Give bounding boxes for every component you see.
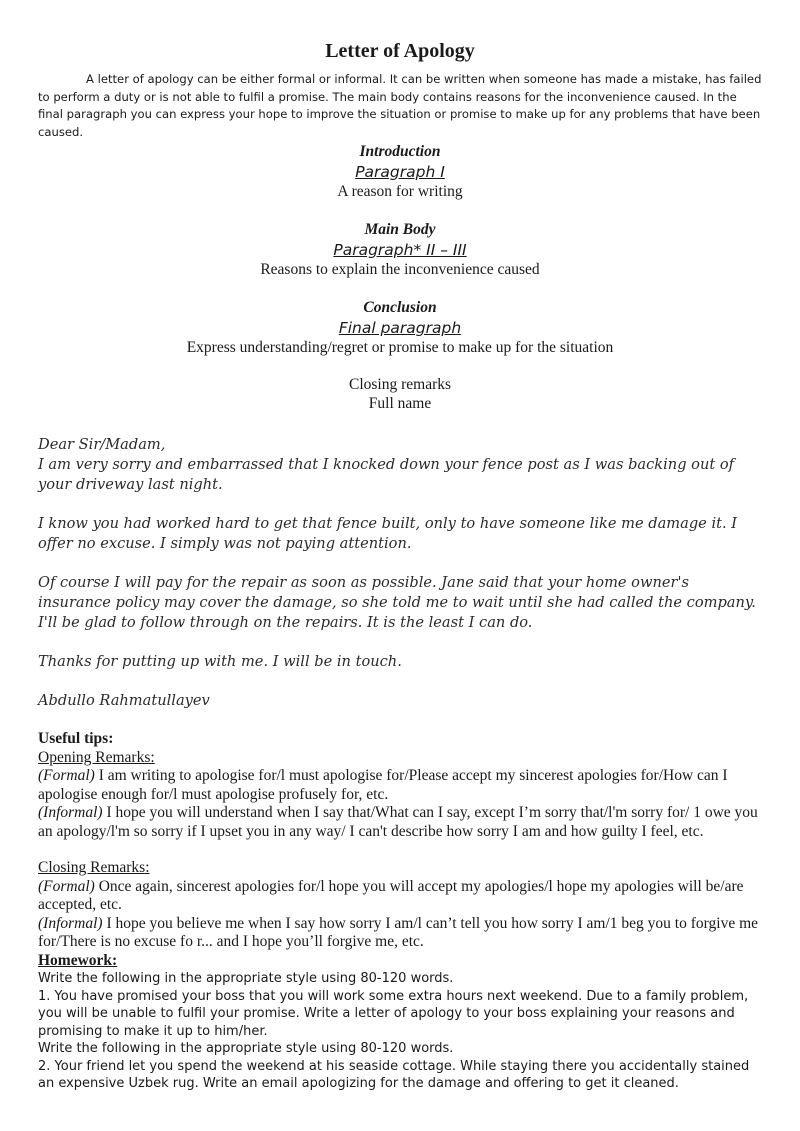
conclusion-sub: Final paragraph: [338, 319, 462, 337]
main-body-desc: Reasons to explain the inconvenience caused: [260, 261, 540, 278]
letter-signature: Abdullo Rahmatullayev: [38, 692, 210, 709]
homework-task-2: 2. Your friend let you spend the weekend at his seaside cottage. While staying there you accidentally stained an expensive Uzbek rug. Write an email apologizing for the damage and offering to get it cleaned.: [38, 1058, 750, 1091]
introduction-sub: Paragraph I: [355, 163, 445, 181]
letter-paragraph-4: Thanks for putting up with me. I will be in touch.: [38, 653, 402, 670]
letter-greeting: Dear Sir/Madam,: [38, 436, 166, 453]
conclusion-desc: Express understanding/regret or promise to make up for the situation: [186, 339, 614, 356]
opening-formal-text: I am writing to apologise for/l must apologise for/Please accept my sincerest apologies for/How can I apologise enough for/l must apologise profusely for, etc.: [38, 767, 728, 803]
page-title: Letter of Apology: [325, 40, 475, 62]
conclusion-heading: Conclusion: [363, 299, 437, 316]
homework-instruction-2: Write the following in the appropriate style using 80-120 words.: [38, 1041, 454, 1056]
structure-outline: [38, 142, 762, 413]
closing-informal-item: [38, 915, 762, 952]
sample-letter: [38, 435, 762, 711]
full-name-label: Full name: [368, 395, 432, 412]
closing-formal-item: [38, 878, 762, 915]
homework-task-1: 1. You have promised your boss that you will work some extra hours next weekend. Due to a family problem, you will be unable to fulfil your promise. Write a letter of apology to your boss explaining your reasons and promising to make it up to him/her.: [38, 988, 749, 1039]
tips-heading: Useful tips:: [38, 730, 114, 747]
informal-label: (Informal): [38, 914, 103, 932]
closing-formal-text: Once again, sincerest apologies for/l hope you will accept my apologies/l hope my apologies will be/are accepted, etc.: [38, 877, 744, 913]
letter-paragraph-2: I know you had worked hard to get that fence built, only to have someone like me damage it. I offer no excuse. I simply was not paying attention.: [38, 515, 738, 552]
closing-remarks-heading: Closing Remarks:: [38, 859, 150, 876]
useful-tips-section: [38, 730, 762, 970]
letter-paragraph-1: I am very sorry and embarrassed that I knocked down your fence post as I was backing out of your driveway last night.: [38, 456, 735, 493]
introduction-desc: A reason for writing: [337, 183, 463, 200]
introduction-heading: Introduction: [359, 143, 441, 160]
homework-section: [38, 970, 762, 1093]
formal-label: (Formal): [38, 767, 95, 784]
homework-instruction-1: Write the following in the appropriate style using 80-120 words.: [38, 971, 454, 986]
opening-formal-item: [38, 767, 762, 804]
opening-informal-item: [38, 804, 762, 841]
closing-informal-text: I hope you believe me when I say how sorry I am/l can’t tell you how sorry I am/1 beg you to forgive me for/There is no excuse fo r... and I hope you’ll forgive me, etc.: [38, 914, 759, 950]
closing-remarks-label: Closing remarks: [348, 376, 452, 393]
homework-heading: Homework:: [38, 951, 118, 969]
opening-informal-text: I hope you will understand when I say that/What can I say, except I’m sorry that/l'm sorry for/ 1 owe you an apology/l'm so sorry if I upset you in any way/ I can't describe how sorry I am and how guilty I feel, etc.: [38, 804, 758, 840]
formal-label: (Formal): [38, 877, 95, 895]
informal-label: (Informal): [38, 804, 103, 821]
intro-paragraph: A letter of apology can be either formal or informal. It can be written when someone has made a mistake, has failed to perform a duty or is not able to fulfil a promise. The main body contains reasons for the inconvenience caused. In the final paragraph you can express your hope to improve the situation or promise to make up for any problems that have been caused.: [38, 72, 762, 139]
letter-paragraph-3: Of course I will pay for the repair as soon as possible. Jane said that your home owner's insurance policy may cover the damage, so she told me to wait until she had called the company. I'll be glad to follow through on the repairs. It is the least I can do.: [38, 574, 756, 631]
main-body-sub: Paragraph* II – III: [333, 241, 467, 259]
document-page: [38, 0, 762, 1093]
main-body-heading: Main Body: [364, 221, 436, 238]
opening-remarks-heading: Opening Remarks:: [38, 748, 155, 766]
